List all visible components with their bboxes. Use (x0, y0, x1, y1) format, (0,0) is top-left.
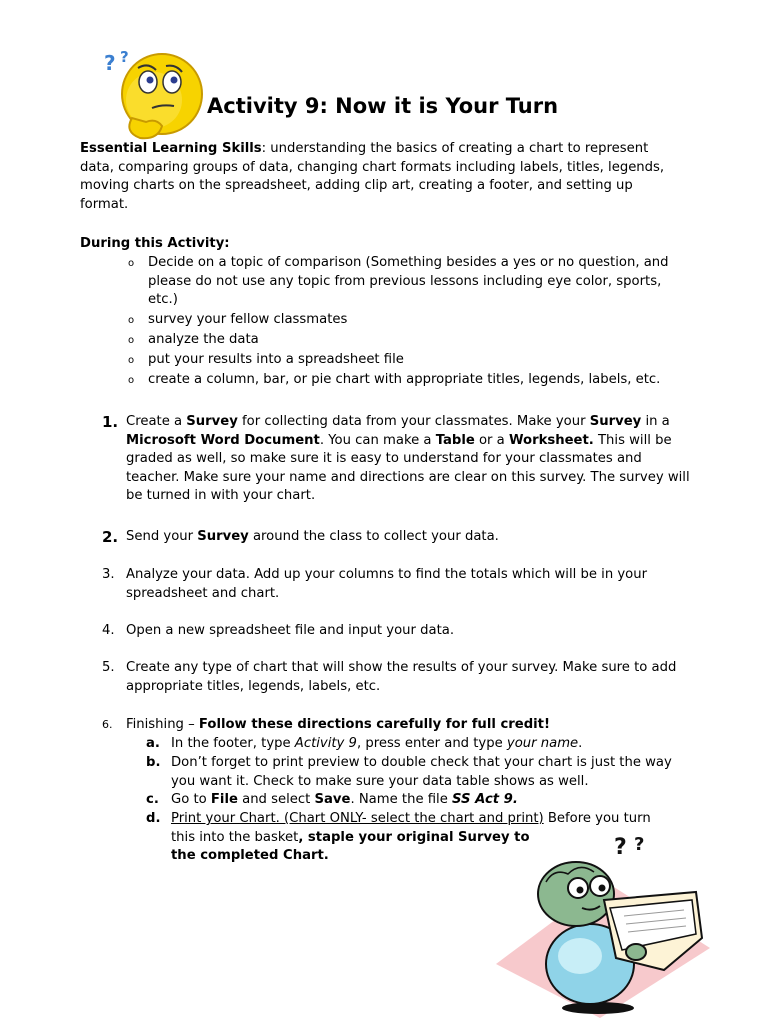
list-item: o survey your fellow classmates (125, 311, 685, 330)
sub-letter: a. (146, 736, 160, 751)
bullet-icon: o (128, 315, 135, 327)
intro-text: : understanding the basics of creating a chart to represent data, comparing groups of data, changing chart formats including labels, titles, legends, moving charts on the spreadsheet, adding clip art, creating a footer, and setting up format. (80, 141, 665, 212)
list-item: o analyze the data (125, 331, 685, 350)
sub-text: Don’t forget to print preview to double check that your chart is just the way you want it. Check to make sure your data table shows as well. (171, 755, 672, 789)
sub-letter: c. (146, 792, 159, 807)
step-text: Open a new spreadsheet file and input your data. (126, 623, 455, 638)
sub-item-b (146, 754, 686, 791)
step-text: Analyze your data. Add up your columns to find the totals which will be in your spreadsheet and chart. (126, 567, 648, 601)
step-text: Finishing – Follow these directions carefully for full credit! (126, 717, 550, 732)
step-6 (102, 716, 692, 735)
step-5 (102, 659, 692, 696)
step-number: 1. (102, 413, 119, 431)
step-number: 6. (102, 718, 113, 731)
step-number: 3. (102, 567, 115, 582)
sub-item-a (146, 735, 686, 754)
during-heading: During this Activity: (80, 236, 230, 251)
bullet-icon: o (128, 258, 135, 269)
bullet-icon: o (128, 355, 135, 367)
sub-text: In the footer, type Activity 9, press enter and type your name. (171, 736, 583, 751)
bookworm-reading-icon (496, 828, 710, 1018)
intro-label: Essential Learning Skills (80, 141, 262, 156)
svg-text:?: ? (104, 51, 116, 75)
svg-text:?: ? (634, 834, 645, 855)
step-number: 5. (102, 660, 115, 675)
sub-text: Print your Chart. (Chart ONLY- select the chart and print) Before you turn this into the basket, staple your original Survey to the completed Chart. (171, 811, 651, 864)
page-title: Activity 9: Now it is Your Turn (207, 94, 559, 118)
list-item: o Decide on a topic of comparison (Something besides a yes or no question, and please do not use any topic from previous lessons including eye color, sports, etc.) (128, 255, 669, 308)
step-text: Create any type of chart that will show the results of your survey. Make sure to add appropriate titles, legends, labels, etc. (126, 660, 677, 694)
svg-text:?: ? (614, 835, 627, 860)
step-3 (102, 566, 692, 603)
step-text: Create a Survey for collecting data from your classmates. Make your Survey in a Microsoft Word Document. You can make a Table or a Worksheet. This will be graded as well, so make sure it is easy to understand for your classmates and teacher. Make sure your name and directions are clear on this survey. The survey will be turned in with your chart. (126, 414, 690, 504)
sub-letter: d. (146, 811, 161, 826)
list-item: o put your results into a spreadsheet file (125, 351, 685, 370)
bullet-icon: o (128, 375, 135, 387)
step-1 (102, 413, 692, 506)
step-4 (102, 622, 692, 641)
svg-text:?: ? (120, 48, 129, 66)
step-2 (102, 528, 692, 547)
bullet-icon: o (128, 335, 135, 347)
step-number: 2. (102, 528, 119, 546)
intro-paragraph (80, 140, 680, 214)
list-item: o create a column, bar, or pie chart with appropriate titles, legends, labels, etc. (125, 371, 685, 390)
thinking-smiley-icon (96, 42, 210, 142)
sub-text: Go to File and select Save. Name the file SS Act 9. (171, 792, 518, 807)
step-number: 4. (102, 623, 115, 638)
step-text: Send your Survey around the class to collect your data. (126, 529, 499, 544)
sub-letter: b. (146, 755, 161, 770)
sub-item-c (146, 791, 686, 810)
during-list (125, 254, 685, 391)
